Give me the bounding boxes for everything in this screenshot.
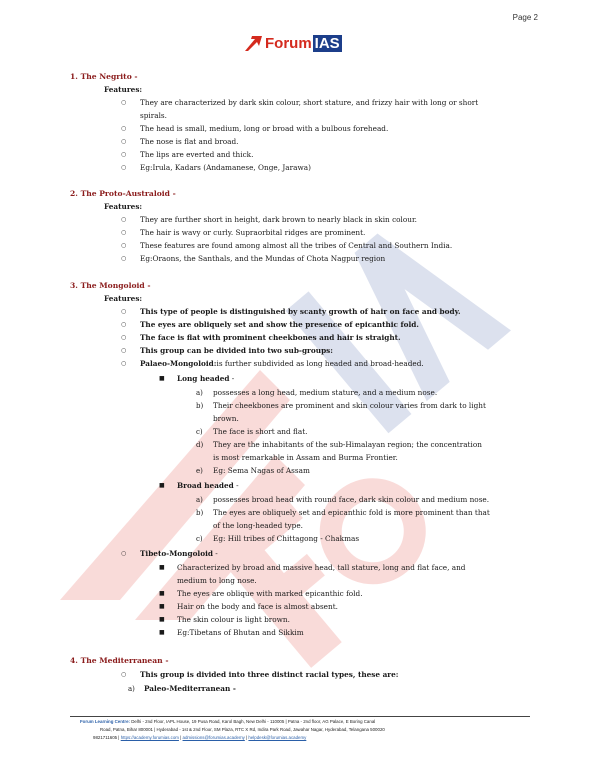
list-marker: d) <box>196 441 204 449</box>
list-item: Eg:Tibetans of Bhutan and Sikkim <box>177 628 304 637</box>
footer-admissions-link[interactable]: admissions@forumias.academy <box>182 735 245 740</box>
list-marker: c) <box>196 428 203 436</box>
bullet-square: ■ <box>159 375 165 382</box>
features-label: Features: <box>104 294 143 303</box>
footer-label: Forum Learning Centre: <box>80 719 131 724</box>
paleo-mongoloid-label: Palaeo-Mongoloid: <box>140 359 217 368</box>
page-number: Page 2 <box>512 13 538 22</box>
bullet-circle: ○ <box>121 671 127 678</box>
list-item: spirals. <box>140 111 167 120</box>
list-item: The nose is flat and broad. <box>140 137 239 146</box>
list-item: possesses broad head with round face, dark skin colour and medium nose. <box>213 495 490 504</box>
features-label: Features: <box>104 85 143 94</box>
broad-headed-suffix: - <box>233 481 239 490</box>
heading-negrito: 1. The Negrito - <box>70 72 138 81</box>
bullet-circle: ○ <box>121 125 127 132</box>
heading-mongoloid: 3. The Mongoloid - <box>70 281 151 290</box>
list-item: The lips are everted and thick. <box>140 150 254 159</box>
list-item: brown. <box>213 414 239 423</box>
long-headed-suffix: - <box>229 374 235 383</box>
list-item: of the long-headed type. <box>213 521 303 530</box>
list-item: is most remarkable in Assam and Burma Frontier. <box>213 453 398 462</box>
footer-line-1 <box>80 718 375 726</box>
list-item: Their cheekbones are prominent and skin colour varies from dark to light <box>213 401 486 410</box>
bullet-square: ■ <box>159 603 165 610</box>
bullet-circle: ○ <box>121 99 127 106</box>
list-item: These features are found among almost all the tribes of Central and Southern India. <box>140 241 453 250</box>
list-item-paleo-mediterranean: Paleo-Mediterranean - <box>144 684 236 693</box>
list-item: Eg: Hill tribes of Chittagong - Chakmas <box>213 534 360 543</box>
forumias-logo <box>245 35 357 53</box>
footer-separator: | <box>244 735 249 740</box>
list-marker: a) <box>128 685 135 693</box>
list-item: Characterized by broad and massive head, tall stature, long and flat face, and <box>177 563 466 572</box>
list-item-paleo-mongoloid <box>140 359 424 369</box>
list-item: The eyes are obliquely set and epicanthic fold is more prominent than that <box>213 508 490 517</box>
list-item: Hair on the body and face is almost absent. <box>177 602 338 611</box>
logo-ias: IAS <box>314 35 340 52</box>
list-marker: a) <box>196 496 203 504</box>
logo-mark-icon <box>245 36 263 51</box>
list-item: The face is short and flat. <box>213 427 308 436</box>
list-item-broad-headed <box>177 481 239 491</box>
bullet-circle: ○ <box>121 360 127 367</box>
tibeto-mongoloid-label: Tibeto-Mongoloid <box>140 549 213 558</box>
footer-helpdesk-link[interactable]: helpdesk@forumias.academy <box>248 735 307 740</box>
footer-address-1: Delhi - 2nd Floor, IAPL House, 19 Pusa Road, Karol Bagh, New Delhi - 110005 | Patna - 2nd floor, AG Palace, E Boring Canal <box>131 719 376 724</box>
bullet-circle: ○ <box>121 321 127 328</box>
heading-mediterranean: 4. The Mediterranean - <box>70 656 169 665</box>
list-item-long-headed <box>177 374 234 384</box>
bullet-square: ■ <box>159 482 165 489</box>
footer-website-link[interactable]: https://academy.forumias.com <box>120 735 179 740</box>
logo-forum: Forum <box>265 35 312 52</box>
list-marker: b) <box>196 402 204 410</box>
bullet-circle: ○ <box>121 242 127 249</box>
broad-headed-label: Broad headed <box>177 481 234 490</box>
list-item: This group can be divided into two sub-groups: <box>140 346 333 355</box>
bullet-circle: ○ <box>121 255 127 262</box>
bullet-square: ■ <box>159 629 165 636</box>
bullet-circle: ○ <box>121 164 127 171</box>
tibeto-mongoloid-suffix: - <box>212 549 218 558</box>
bullet-circle: ○ <box>121 334 127 341</box>
list-marker: a) <box>196 389 203 397</box>
bullet-circle: ○ <box>121 138 127 145</box>
list-item-tibeto-mongoloid <box>140 549 218 559</box>
heading-proto-australoid: 2. The Proto-Australoid - <box>70 189 176 198</box>
bullet-square: ■ <box>159 590 165 597</box>
list-marker: e) <box>196 467 203 475</box>
bullet-circle: ○ <box>121 347 127 354</box>
bullet-square: ■ <box>159 616 165 623</box>
list-item: This type of people is distinguished by scanty growth of hair on face and body. <box>140 307 461 316</box>
list-item: This group is divided into three distinct racial types, these are: <box>140 670 399 679</box>
list-item: The head is small, medium, long or broad with a bulbous forehead. <box>140 124 389 133</box>
list-item: medium to long nose. <box>177 576 257 585</box>
bullet-circle: ○ <box>121 151 127 158</box>
footer-line-3 <box>93 734 306 742</box>
list-item: Eg:Irula, Kadars (Andamanese, Onge, Jarawa) <box>140 163 311 172</box>
list-item: The hair is wavy or curly. Supraorbital ridges are prominent. <box>140 228 366 237</box>
paleo-mongoloid-text: is further subdivided as long headed and broad-headed. <box>216 359 424 368</box>
list-marker: c) <box>196 535 203 543</box>
features-label: Features: <box>104 202 143 211</box>
list-item: They are further short in height, dark brown to nearly black in skin colour. <box>140 215 417 224</box>
list-item: The skin colour is light brown. <box>177 615 290 624</box>
footer-divider <box>70 716 530 717</box>
list-item: The eyes are obliquely set and show the presence of epicanthic fold. <box>140 320 419 329</box>
list-item: They are the inhabitants of the sub-Himalayan region; the concentration <box>213 440 482 449</box>
bullet-circle: ○ <box>121 308 127 315</box>
list-item: Eg:Oraons, the Santhals, and the Mundas of Chota Nagpur region <box>140 254 386 263</box>
footer-address-2: Road, Patna, Bihar 800001 | Hyderabad - 1st & 2nd Floor, SM Plaza, RTC X Rd, Indira Park Road, Jawahar Nagar, Hyderabad, Telangana 500020 <box>100 727 385 732</box>
bullet-circle: ○ <box>121 229 127 236</box>
footer-separator: | <box>178 735 183 740</box>
bullet-circle: ○ <box>121 550 127 557</box>
list-item: They are characterized by dark skin colour, short stature, and frizzy hair with long or short <box>140 98 479 107</box>
list-item: The face is flat with prominent cheekbones and hair is straight. <box>140 333 401 342</box>
bullet-square: ■ <box>159 564 165 571</box>
long-headed-label: Long headed <box>177 374 230 383</box>
list-item: Eg: Sema Nagas of Assam <box>213 466 310 475</box>
footer-phone: 9821711605 | <box>93 735 120 740</box>
bullet-circle: ○ <box>121 216 127 223</box>
list-marker: b) <box>196 509 204 517</box>
list-item: possesses a long head, medium stature, and a medium nose. <box>213 388 438 397</box>
list-item: The eyes are oblique with marked epicanthic fold. <box>177 589 363 598</box>
